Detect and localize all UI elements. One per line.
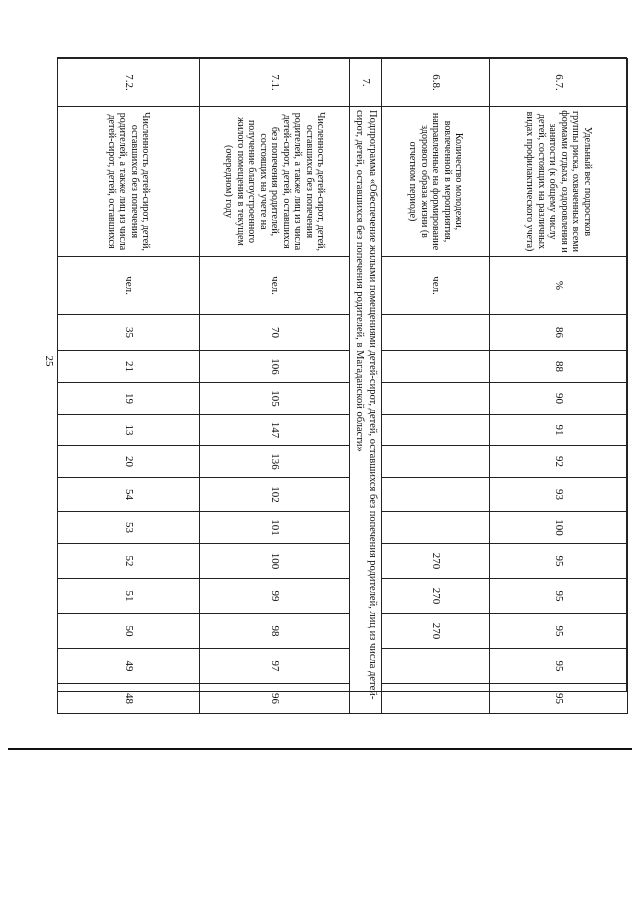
value-cell: 95 <box>490 544 628 579</box>
value-cell: 97 <box>200 649 350 684</box>
row-id: 6.8. <box>382 59 490 107</box>
value-cell: 100 <box>200 544 350 579</box>
value-cell: 90 <box>490 383 628 415</box>
value-cell <box>382 684 490 714</box>
value-cell: 48 <box>58 684 200 714</box>
table-row <box>58 59 200 714</box>
page-number: 25 <box>43 355 55 367</box>
value-cell: 106 <box>200 351 350 383</box>
rotated-table-container <box>58 58 628 704</box>
unit-cell: % <box>490 257 628 315</box>
value-cell: 35 <box>58 315 200 351</box>
value-cell: 52 <box>58 544 200 579</box>
indicator-name: Удельный вес подростков группы риска, охваченных всеми формами отдыха, оздоровления и занятости (к общему числу детей, состоящих на различных видах профилактического учета) <box>490 107 628 257</box>
value-cell <box>382 649 490 684</box>
value-cell: 92 <box>490 446 628 478</box>
value-cell <box>382 478 490 512</box>
row-id: 7.2. <box>58 59 200 107</box>
value-cell: 53 <box>58 512 200 544</box>
value-cell <box>382 415 490 446</box>
value-cell: 20 <box>58 446 200 478</box>
subprogram-title: Подпрограмма «Обеспечение жилыми помещениями детей-сирот, детей, оставшихся без попечения родителей, лиц из числа детей-сирот, детей, оставшихся без попечения родителей, в Магаданской области» <box>350 107 382 714</box>
indicator-name: Численность детей-сирот, детей, оставшихся без попечения родителей, а также лиц из числа детей-сирот, детей, оставшихся без попечения родителей, состоящих на учете на получение благоустроенного жилого помещения в текущем (очередном) году <box>200 107 350 257</box>
value-cell: 95 <box>490 579 628 614</box>
value-cell: 19 <box>58 383 200 415</box>
value-cell: 91 <box>490 415 628 446</box>
value-cell: 270 <box>382 544 490 579</box>
indicators-table-frame <box>57 57 627 704</box>
indicators-table <box>57 58 628 714</box>
value-cell <box>382 383 490 415</box>
value-cell: 49 <box>58 649 200 684</box>
value-cell: 147 <box>200 415 350 446</box>
value-cell: 101 <box>200 512 350 544</box>
value-cell: 98 <box>200 614 350 649</box>
row-id: 6.7. <box>490 59 628 107</box>
value-cell <box>382 315 490 351</box>
value-cell: 96 <box>200 684 350 714</box>
table-row <box>490 59 628 714</box>
row-id: 7.1. <box>200 59 350 107</box>
value-cell: 50 <box>58 614 200 649</box>
unit-cell: чел. <box>382 257 490 315</box>
value-cell: 95 <box>490 614 628 649</box>
value-cell <box>382 351 490 383</box>
unit-cell: чел. <box>200 257 350 315</box>
value-cell <box>382 512 490 544</box>
table-row <box>382 59 490 714</box>
indicator-name: Численность детей-сирот, детей, оставшихся без попечения родителей, а также лиц из числа детей-сирот, детей, оставшихся <box>58 107 200 257</box>
table-row <box>350 59 382 714</box>
value-cell: 54 <box>58 478 200 512</box>
value-cell: 99 <box>200 579 350 614</box>
value-cell: 100 <box>490 512 628 544</box>
value-cell: 270 <box>382 614 490 649</box>
value-cell <box>382 446 490 478</box>
row-id: 7. <box>350 59 382 107</box>
value-cell: 102 <box>200 478 350 512</box>
value-cell: 270 <box>382 579 490 614</box>
bottom-rule <box>8 748 632 750</box>
value-cell: 93 <box>490 478 628 512</box>
table-row <box>200 59 350 714</box>
value-cell: 88 <box>490 351 628 383</box>
value-cell: 70 <box>200 315 350 351</box>
value-cell: 136 <box>200 446 350 478</box>
value-cell: 13 <box>58 415 200 446</box>
value-cell: 95 <box>490 684 628 714</box>
unit-cell: чел. <box>58 257 200 315</box>
value-cell: 21 <box>58 351 200 383</box>
value-cell: 105 <box>200 383 350 415</box>
value-cell: 95 <box>490 649 628 684</box>
indicator-name: Количество молодежи, вовлеченной в мероприятия, направленные на формирование здорового образа жизни (в отчетном периоде) <box>382 107 490 257</box>
value-cell: 86 <box>490 315 628 351</box>
value-cell: 51 <box>58 579 200 614</box>
